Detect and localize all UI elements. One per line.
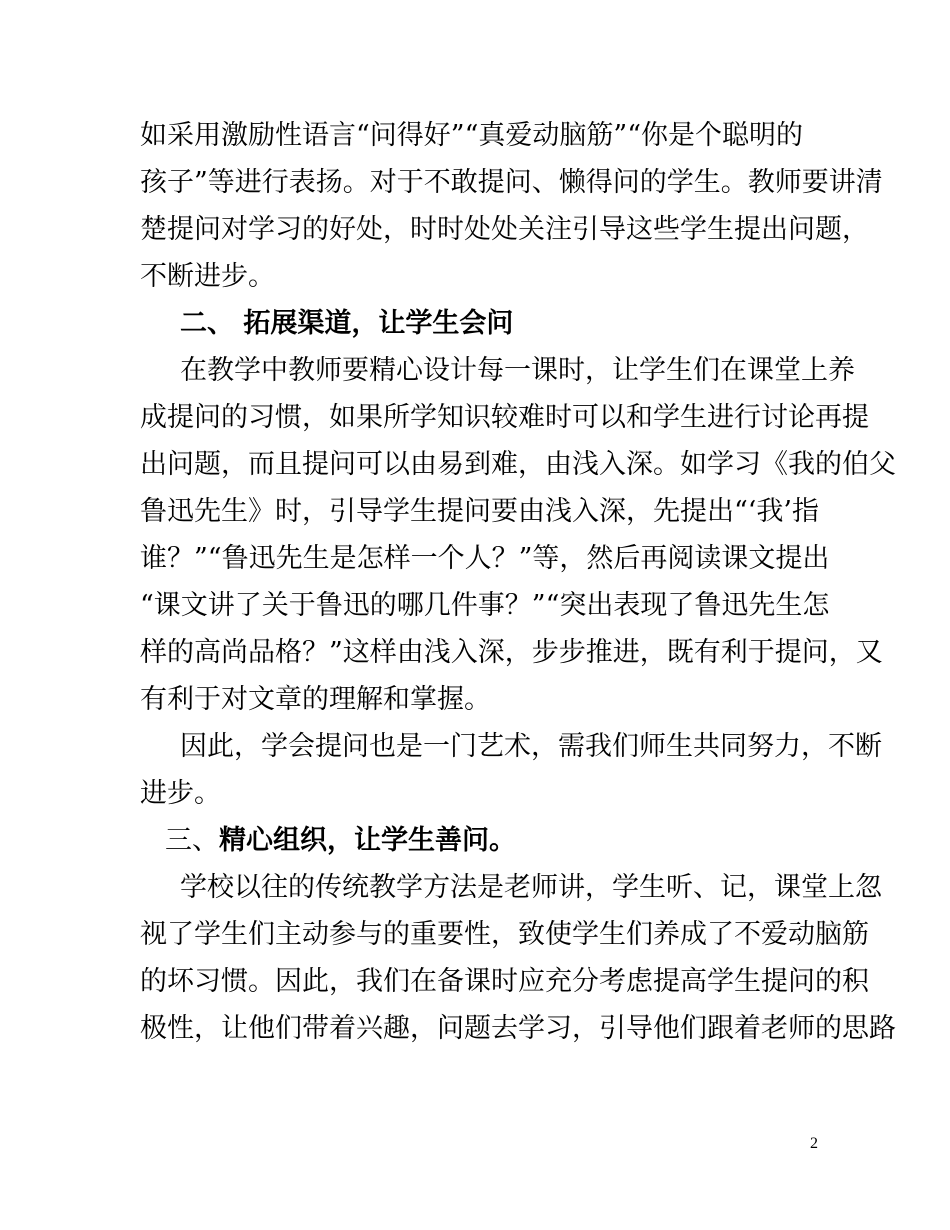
text-line: 因此，学会提问也是一门艺术，需我们师生共同努力，不断 bbox=[180, 731, 882, 762]
text-line: 样的高尚品格？”这样由浅入深，步步推进，既有利于提问，又 bbox=[140, 637, 883, 668]
paragraph-expand-channels bbox=[140, 347, 896, 723]
text-line: 鲁迅先生》时，引导学生提问要由浅入深，先提出“‘我’指 bbox=[140, 496, 819, 527]
text-line: 出问题，而且提问可以由易到难，由浅入深。如学习《我的伯父 bbox=[140, 449, 896, 480]
text-line: 楚提问对学习的好处，时时处处关注引导这些学生提出问题， bbox=[140, 214, 869, 245]
paragraph-art-of-questioning bbox=[140, 723, 882, 817]
text-line: 视了学生们主动参与的重要性，致使学生们养成了不爱动脑筋 bbox=[140, 919, 869, 950]
text-line: 谁？”“鲁迅先生是怎样一个人？”等，然后再阅读课文提出 bbox=[140, 543, 830, 574]
text-line: 孩子”等进行表扬。对于不敢提问、懒得问的学生。教师要讲清 bbox=[140, 167, 883, 198]
text-line: 的坏习惯。因此，我们在备课时应充分考虑提高学生提问的积 bbox=[140, 966, 869, 997]
paragraph-praise-language bbox=[140, 112, 883, 300]
section-heading-3-text: 精心组织，让学生善问。 bbox=[219, 825, 516, 856]
text-line: “课文讲了关于鲁迅的哪几件事？”“突出表现了鲁迅先生怎 bbox=[140, 590, 830, 621]
text-line: 在教学中教师要精心设计每一课时，让学生们在课堂上养 bbox=[180, 355, 855, 386]
section-heading-2: 二、 拓展渠道，让学生会问 bbox=[180, 308, 514, 339]
paragraph-careful-organization bbox=[140, 864, 896, 1052]
text-line: 不断进步。 bbox=[140, 261, 275, 292]
text-line: 进步。 bbox=[140, 778, 221, 809]
text-line: 极性，让他们带着兴趣，问题去学习，引导他们跟着老师的思路 bbox=[140, 1013, 896, 1044]
page-number: 2 bbox=[810, 1135, 818, 1152]
text-line: 学校以往的传统教学方法是老师讲，学生听、记，课堂上忽 bbox=[180, 872, 882, 903]
text-line: 如采用激励性语言“问得好”“真爱动脑筋”“你是个聪明的 bbox=[140, 120, 804, 151]
text-line: 有利于对文章的理解和掌握。 bbox=[140, 684, 491, 715]
text-line: 成提问的习惯，如果所学知识较难时可以和学生进行讨论再提 bbox=[140, 402, 869, 433]
document-body bbox=[140, 112, 896, 1052]
section-heading-3-number: 三、 bbox=[165, 825, 219, 856]
section-heading-3 bbox=[140, 817, 816, 864]
